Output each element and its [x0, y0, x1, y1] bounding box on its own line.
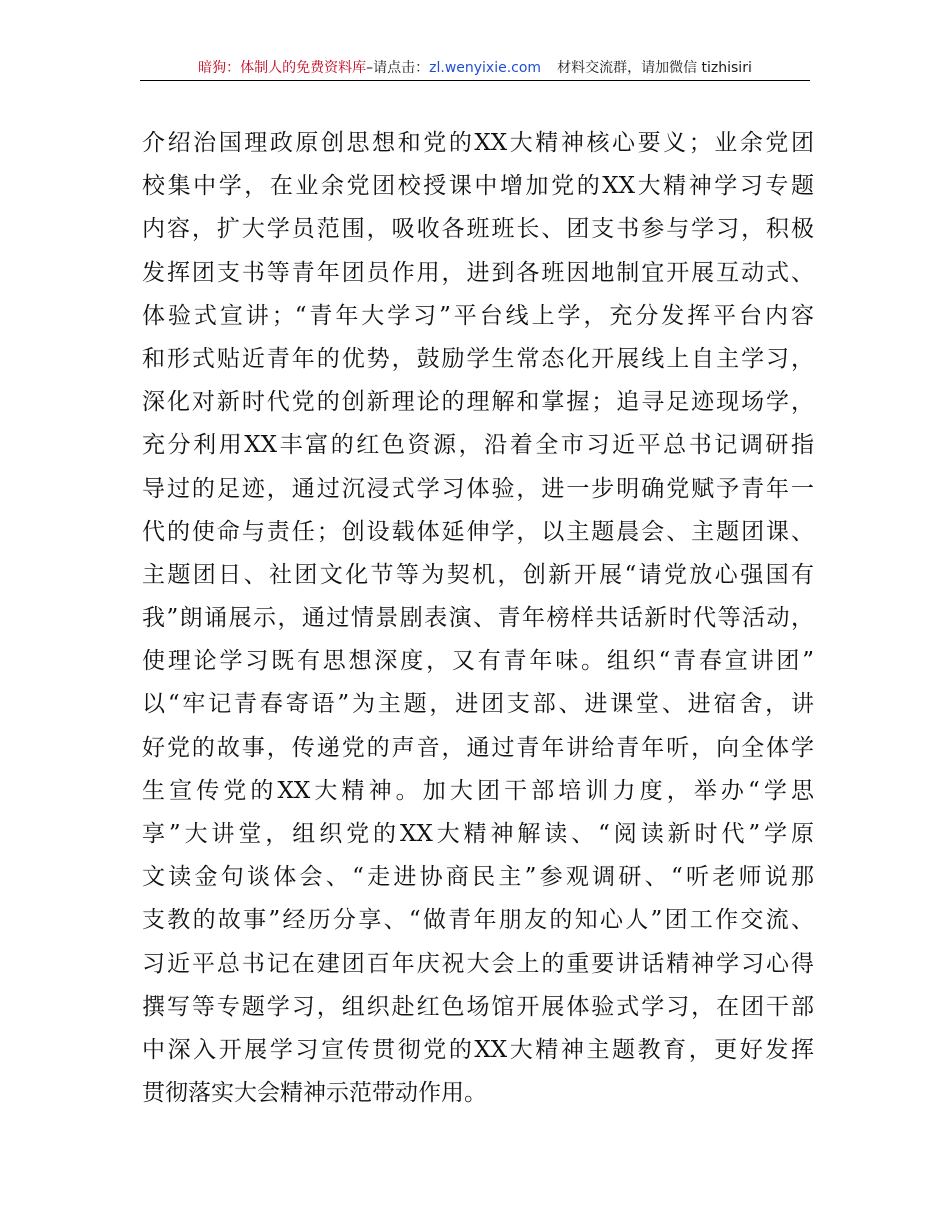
text-line: 和形式贴近青年的优势，鼓励学生常态化开展线上自主学习，	[142, 345, 814, 372]
text-line: 代的使命与责任；创设载体延伸学，以主题晨会、主题团课、	[142, 518, 814, 545]
header-url-link[interactable]: zl.wenyixie.com	[429, 60, 542, 76]
text-line: 好党的故事，传递党的声音，通过青年讲给青年听，向全体学	[142, 734, 814, 761]
text-line: 享”大讲堂，组织党的XX大精神解读、“阅读新时代”学原	[142, 821, 814, 847]
text-line: 内容，扩大学员范围，吸收各班班长、团支书参与学习，积极	[142, 216, 814, 243]
body-paragraph	[142, 122, 814, 1115]
text-line: 以“牢记青春寄语”为主题，进团支部、进课堂、进宿舍，讲	[142, 691, 814, 718]
text-line: 撰写等专题学习，组织赴红色场馆开展体验式学习，在团干部	[142, 993, 814, 1020]
text-line: 校集中学，在业余党团校授课中增加党的XX大精神学习专题	[142, 173, 814, 200]
header-prompt-text: –请点击：	[366, 60, 430, 76]
text-line: 主题团日、社团文化节等为契机，创新开展“请党放心强国有	[142, 561, 814, 588]
text-line: 深化对新时代党的创新理论的理解和掌握；追寻足迹现场学，	[142, 389, 814, 416]
text-line: 中深入开展学习宣传贯彻党的XX大精神主题教育，更好发挥	[142, 1036, 814, 1063]
text-line: 支教的故事”经历分享、“做青年朋友的知心人”团工作交流、	[142, 907, 814, 934]
text-line: 导过的足迹，通过沉浸式学习体验，进一步明确党赋予青年一	[142, 475, 814, 502]
text-line: 我”朗诵展示，通过情景剧表演、青年榜样共话新时代等活动，	[142, 605, 814, 632]
text-line: 介绍治国理政原创思想和党的XX大精神核心要义；业余党团	[142, 130, 814, 156]
text-line: 发挥团支书等青年团员作用，进到各班因地制宜开展互动式、	[142, 259, 814, 286]
text-line: 文读金句谈体会、“走进协商民主”参观调研、“听老师说那	[142, 864, 814, 891]
text-line: 充分利用XX丰富的红色资源，沿着全市习近平总书记调研指	[142, 432, 814, 459]
text-line: 生宣传党的XX大精神。加大团干部培训力度，举办“学思	[142, 777, 814, 804]
text-line: 体验式宣讲；“青年大学习”平台线上学，充分发挥平台内容	[142, 302, 814, 329]
text-line: 使理论学习既有思想深度，又有青年味。组织“青春宣讲团”	[142, 648, 814, 675]
header-contact-text: 材料交流群，请加微信 tizhisiri	[557, 60, 752, 76]
text-line: 习近平总书记在建团百年庆祝大会上的重要讲话精神学习心得	[142, 950, 814, 977]
text-line-last: 贯彻落实大会精神示范带动作用。	[142, 1080, 487, 1107]
page-header	[140, 58, 810, 80]
header-brand-text: 暗狗：体制人的免费资料库	[198, 60, 367, 76]
header-divider	[140, 80, 810, 81]
